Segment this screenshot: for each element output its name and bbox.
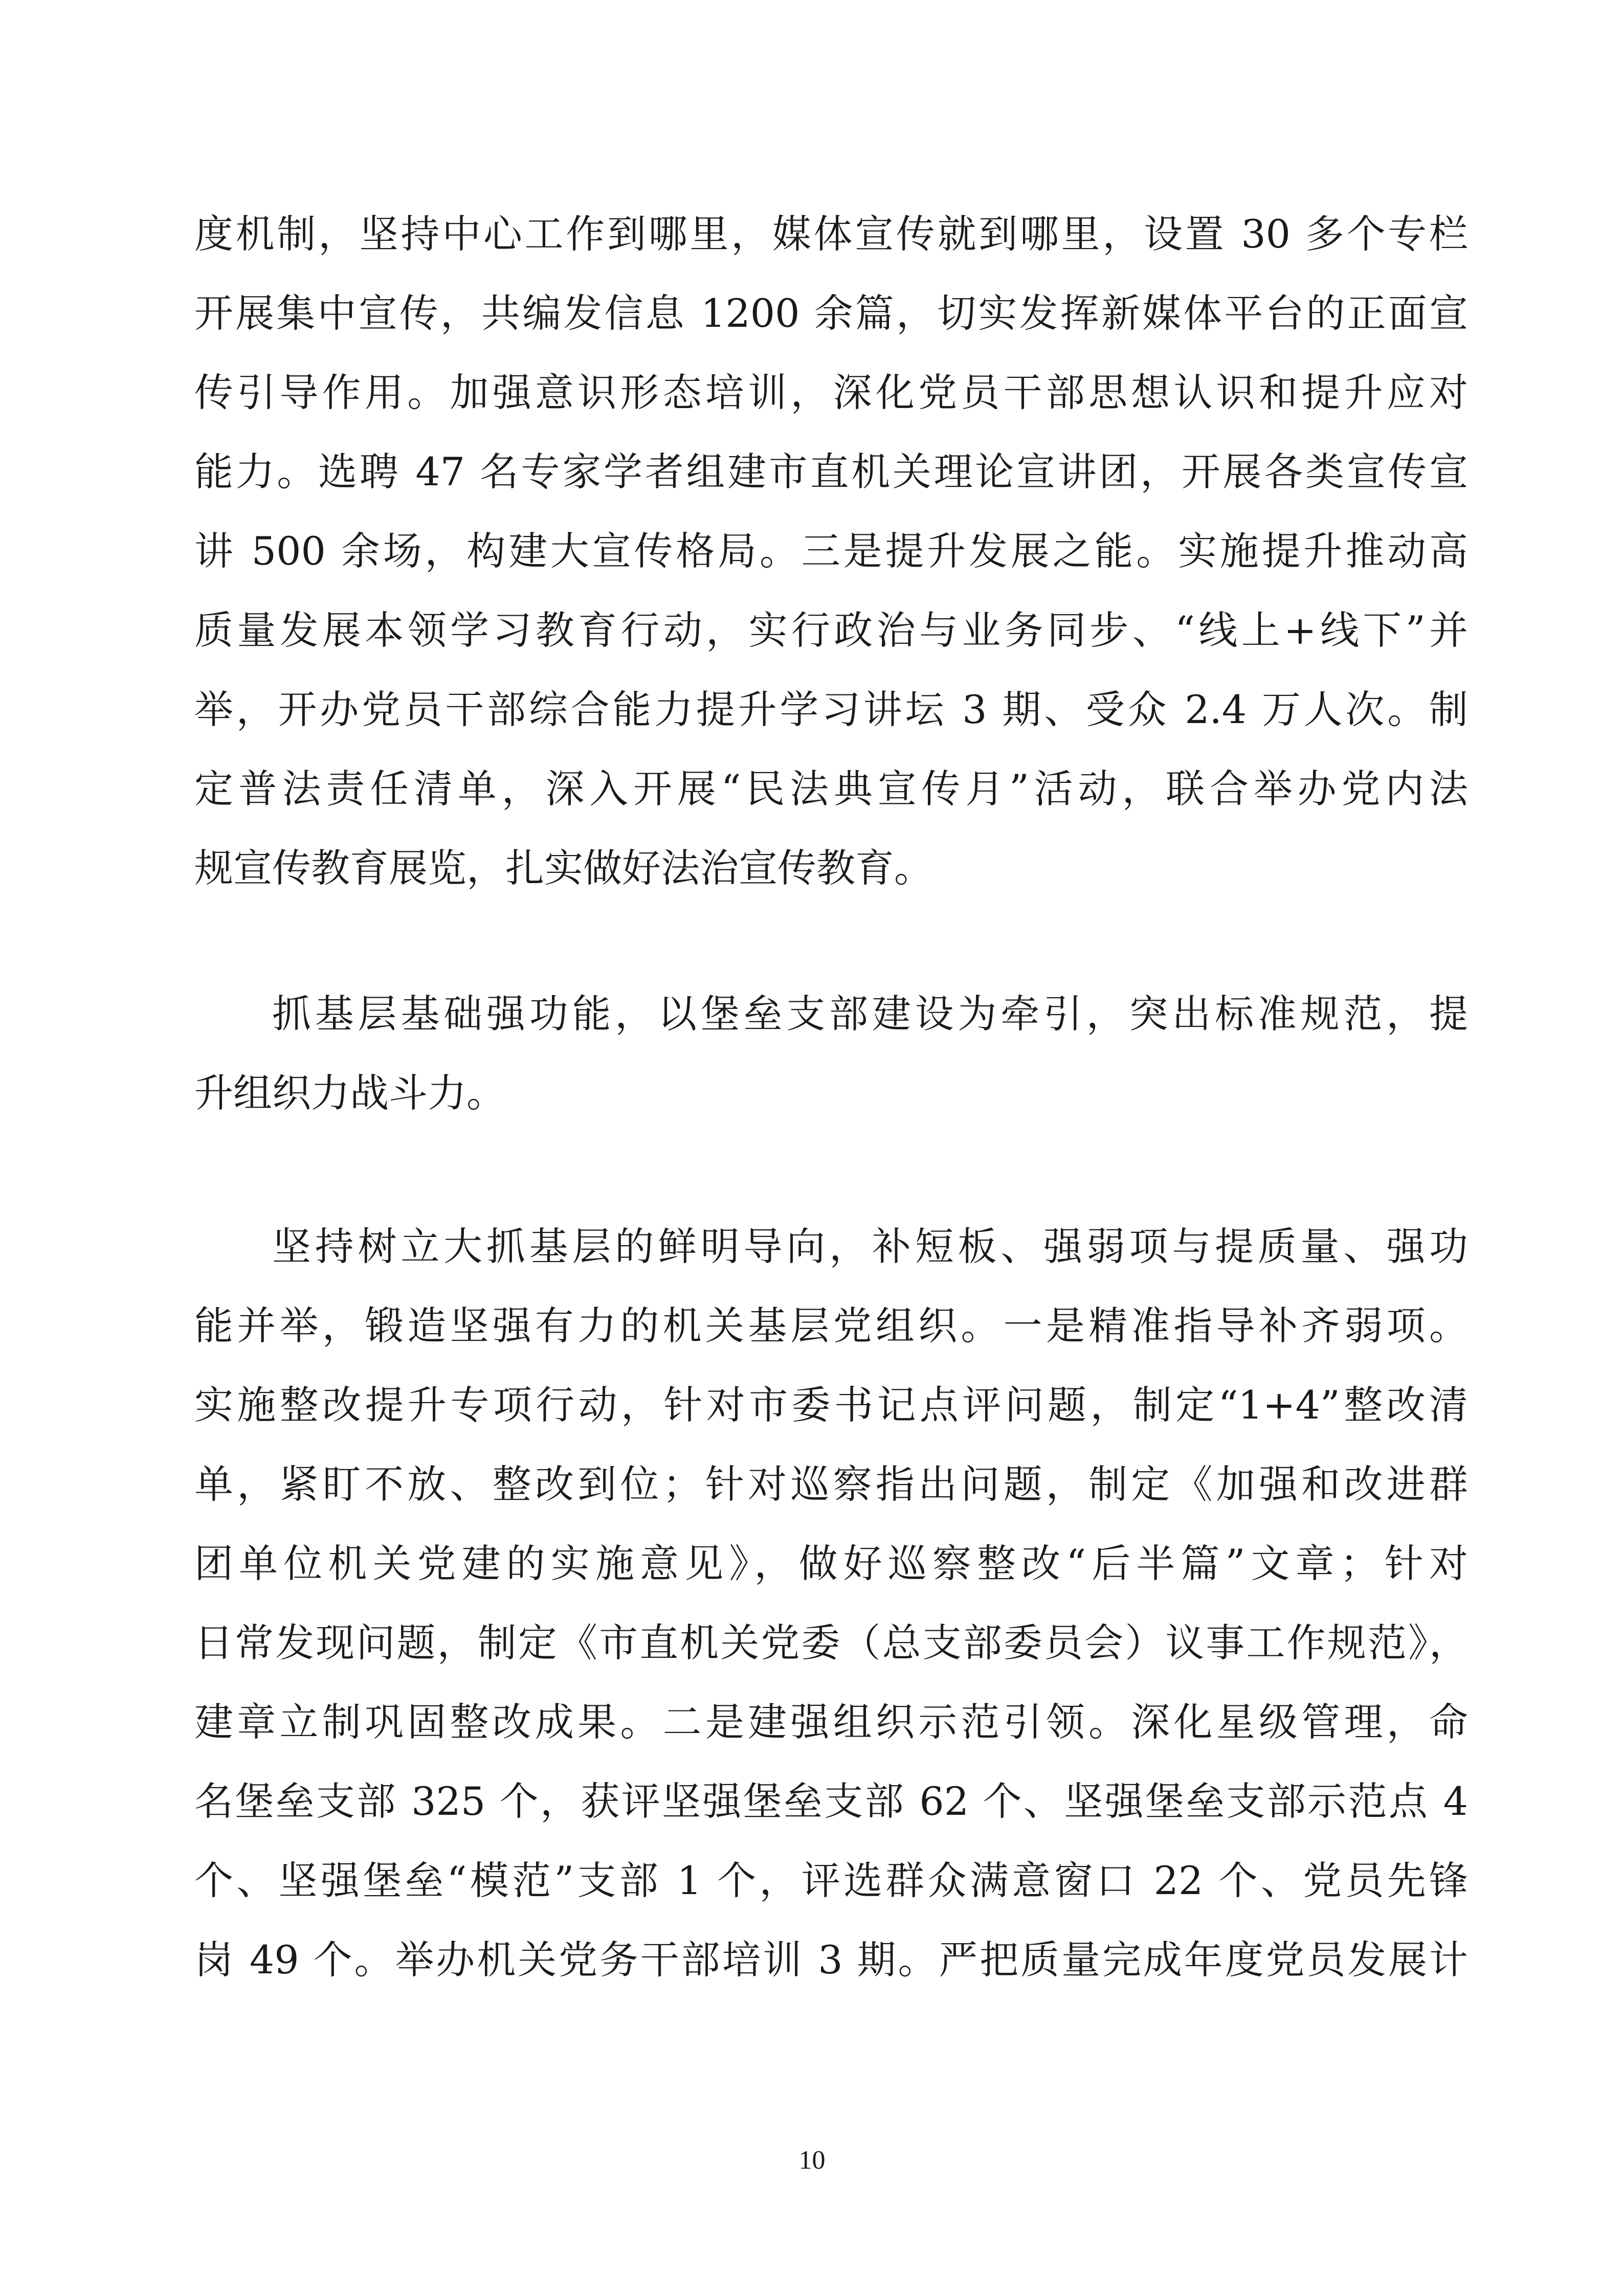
paragraph-3 xyxy=(194,1207,1468,1999)
paragraph-line: 实施整改提升专项行动，针对市委书记点评问题，制定“1+4”整改清 xyxy=(194,1382,1468,1428)
paragraph-2 xyxy=(194,974,1468,1133)
paragraph-line: 单，紧盯不放、整改到位；针对巡察指出问题，制定《加强和改进群 xyxy=(194,1461,1468,1507)
paragraph-line: 规宣传教育展览，扎实做好法治宣传教育。 xyxy=(194,845,933,891)
page-number: 10 xyxy=(798,2146,826,2175)
paragraph-1 xyxy=(194,194,1468,908)
paragraph-line: 抓基层基础强功能，以堡垒支部建设为牵引，突出标准规范，提 xyxy=(272,991,1468,1037)
paragraph-line: 开展集中宣传，共编发信息 1200 余篇，切实发挥新媒体平台的正面宣 xyxy=(194,290,1468,336)
paragraph-line: 日常发现问题，制定《市直机关党委（总支部委员会）议事工作规范》， xyxy=(194,1620,1468,1665)
paragraph-line: 岗 49 个。举办机关党务干部培训 3 期。严把质量完成年度党员发展计 xyxy=(194,1937,1468,1983)
paragraph-line: 举，开办党员干部综合能力提升学习讲坛 3 期、受众 2.4 万人次。制 xyxy=(194,687,1468,732)
paragraph-line: 讲 500 余场，构建大宣传格局。三是提升发展之能。实施提升推动高 xyxy=(194,528,1468,574)
paragraph-line: 定普法责任清单，深入开展“民法典宣传月”活动，联合举办党内法 xyxy=(194,766,1468,812)
paragraph-line: 建章立制巩固整改成果。二是建强组织示范引领。深化星级管理，命 xyxy=(194,1699,1468,1745)
paragraph-line: 名堡垒支部 325 个，获评坚强堡垒支部 62 个、坚强堡垒支部示范点 4 xyxy=(194,1779,1468,1824)
paragraph-line: 质量发展本领学习教育行动，实行政治与业务同步、“线上+线下”并 xyxy=(194,607,1468,653)
paragraph-line: 能并举，锻造坚强有力的机关基层党组织。一是精准指导补齐弱项。 xyxy=(194,1303,1468,1348)
paragraph-line: 传引导作用。加强意识形态培训，深化党员干部思想认识和提升应对 xyxy=(194,370,1468,415)
paragraph-line: 团单位机关党建的实施意见》，做好巡察整改“后半篇”文章；针对 xyxy=(194,1541,1468,1586)
paragraph-line: 坚持树立大抓基层的鲜明导向，补短板、强弱项与提质量、强功 xyxy=(272,1224,1468,1269)
paragraph-line: 度机制，坚持中心工作到哪里，媒体宣传就到哪里，设置 30 多个专栏 xyxy=(194,211,1468,257)
paragraph-line: 升组织力战斗力。 xyxy=(194,1070,505,1116)
paragraph-line: 个、坚强堡垒“模范”支部 1 个，评选群众满意窗口 22 个、党员先锋 xyxy=(194,1858,1468,1903)
paragraph-line: 能力。选聘 47 名专家学者组建市直机关理论宣讲团，开展各类宣传宣 xyxy=(194,449,1468,494)
